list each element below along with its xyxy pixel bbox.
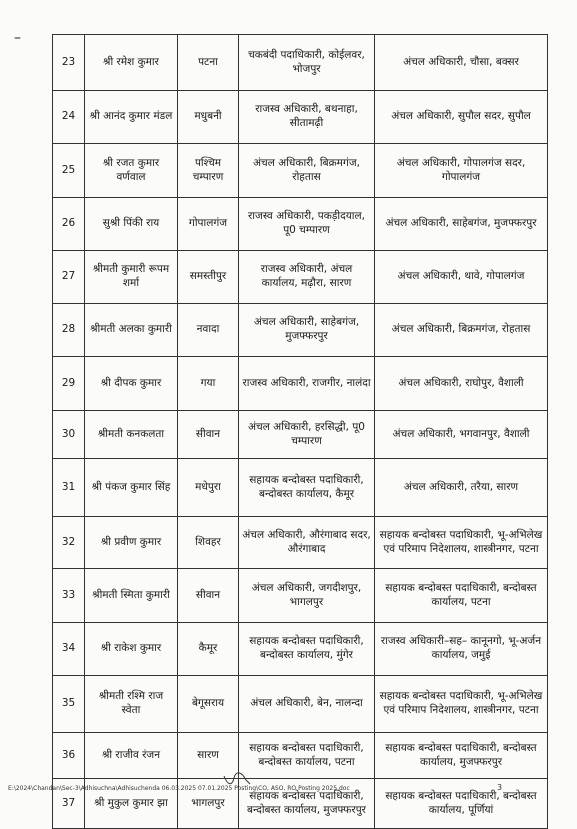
cell-current: चकबंदी पदाधिकारी, कोईलवर, भोजपुर [239,35,375,91]
cell-name: श्री राजीव रंजन [85,733,178,779]
cell-district: समस्तीपुर [178,251,239,304]
cell-no: 30 [53,411,85,459]
cell-name: श्री राकेश कुमार [85,623,178,676]
cell-new: सहायक बन्दोबस्त पदाधिकारी, भू-अभिलेख एवं परिमाप निदेशालय, शास्त्रीनगर, पटना [375,676,548,733]
cell-new: सहायक बन्दोबस्त पदाधिकारी, बन्दोबस्त कार्यालय, पटना [375,569,548,623]
cell-new: सहायक बन्दोबस्त पदाधिकारी, बन्दोबस्त कार्यालय, पूर्णियां [375,779,548,829]
cell-district: मधुबनी [178,91,239,144]
cell-no: 27 [53,251,85,304]
cell-district: शिवहर [178,517,239,569]
table-row [53,35,548,91]
cell-no: 32 [53,517,85,569]
cell-no: 37 [53,779,85,829]
cell-district: भागलपुर [178,779,239,829]
cell-current: राजस्व अधिकारी, राजगीर, नालंदा [239,357,375,411]
cell-current: सहायक बन्दोबस्त पदाधिकारी, बन्दोबस्त कार्यालय, कैमूर [239,459,375,517]
table-row [53,517,548,569]
table-row [53,91,548,144]
cell-name: श्रीमती स्मिता कुमारी [85,569,178,623]
cell-new: अंचल अधिकारी, राघोपुर, वैशाली [375,357,548,411]
cell-new: अंचल अधिकारी, चौसा, बक्सर [375,35,548,91]
cell-current: राजस्व अधिकारी, बथनाहा, सीतामढ़ी [239,91,375,144]
cell-district: पश्चिम चम्पारण [178,144,239,198]
cell-no: 29 [53,357,85,411]
table-row [53,676,548,733]
cell-no: 23 [53,35,85,91]
cell-district: कैमूर [178,623,239,676]
cell-current: अंचल अधिकारी, बेन, नालन्दा [239,676,375,733]
cell-new: सहायक बन्दोबस्त पदाधिकारी, बन्दोबस्त कार्यालय, मुजफ्फरपुर [375,733,548,779]
cell-current: राजस्व अधिकारी, पकड़ीदयाल, पू0 चम्पारण [239,198,375,251]
cell-name: श्री रजत कुमार वर्णवाल [85,144,178,198]
cell-new: अंचल अधिकारी, थावे, गोपालगंज [375,251,548,304]
cell-no: 26 [53,198,85,251]
cell-new: अंचल अधिकारी, साहेबगंज, मुजफ्फरपुर [375,198,548,251]
cell-current: राजस्व अधिकारी, अंचल कार्यालय, मढ़ौरा, सारण [239,251,375,304]
cell-name: सुश्री पिंकी राय [85,198,178,251]
cell-name: श्री दीपक कुमार [85,357,178,411]
cell-no: 35 [53,676,85,733]
table-row [53,459,548,517]
cell-district: मधेपुरा [178,459,239,517]
cell-name: श्रीमती रश्मि राज स्वेता [85,676,178,733]
table-row [53,357,548,411]
cell-new: अंचल अधिकारी, बिक्रमगंज, रोहतास [375,304,548,357]
cell-name: श्री मुकुल कुमार झा [85,779,178,829]
table-row [53,198,548,251]
cell-name: श्रीमती कुमारी रूपम शर्मा [85,251,178,304]
cell-district: बेगूसराय [178,676,239,733]
cell-current: सहायक बन्दोबस्त पदाधिकारी, बन्दोबस्त कार्यालय, मुजफ्फरपुर [239,779,375,829]
cell-no: 36 [53,733,85,779]
cell-new: सहायक बन्दोबस्त पदाधिकारी, भू-अभिलेख एवं परिमाप निदेशालय, शास्त्रीनगर, पटना [375,517,548,569]
cell-district: सारण [178,733,239,779]
cell-name: श्री पंकज कुमार सिंह [85,459,178,517]
cell-new: अंचल अधिकारी, सुपौल सदर, सुपौल [375,91,548,144]
margin-mark: – [14,30,21,46]
table-row [53,144,548,198]
cell-district: गोपालगंज [178,198,239,251]
cell-new: अंचल अधिकारी, तरैया, सारण [375,459,548,517]
cell-current: अंचल अधिकारी, साहेबगंज, मुजफ्फरपुर [239,304,375,357]
cell-district: सीवान [178,411,239,459]
cell-no: 34 [53,623,85,676]
cell-district: नवादा [178,304,239,357]
cell-current: अंचल अधिकारी, जगदीशपुर, भागलपुर [239,569,375,623]
cell-name: श्रीमती कनकलता [85,411,178,459]
signature-mark [222,772,252,786]
cell-district: गया [178,357,239,411]
cell-district: पटना [178,35,239,91]
cell-name: श्री रमेश कुमार [85,35,178,91]
table-row [53,623,548,676]
cell-name: श्री आनंद कुमार मंडल [85,91,178,144]
cell-new: राजस्व अधिकारी–सह– कानूनगो, भू-अर्जन कार्यालय, जमुई [375,623,548,676]
cell-no: 28 [53,304,85,357]
table-row [53,411,548,459]
table-row [53,569,548,623]
cell-district: सीवान [178,569,239,623]
cell-current: अंचल अधिकारी, बिक्रमगंज, रोहतास [239,144,375,198]
cell-current: अंचल अधिकारी, हरसिद्धी, पू0 चम्पारण [239,411,375,459]
cell-new: अंचल अधिकारी, गोपालगंज सदर, गोपालगंज [375,144,548,198]
cell-no: 31 [53,459,85,517]
cell-name: श्रीमती अलका कुमारी [85,304,178,357]
cell-no: 33 [53,569,85,623]
table-row [53,304,548,357]
table-row [53,733,548,779]
table-row [53,251,548,304]
cell-new: अंचल अधिकारी, भगवानपुर, वैशाली [375,411,548,459]
cell-no: 24 [53,91,85,144]
page-number: 3 [497,783,503,792]
cell-name: श्री प्रवीण कुमार [85,517,178,569]
cell-no: 25 [53,144,85,198]
cell-current: सहायक बन्दोबस्त पदाधिकारी, बन्दोबस्त कार्यालय, मुंगेर [239,623,375,676]
cell-current: अंचल अधिकारी, औरंगाबाद सदर, औरंगाबाद [239,517,375,569]
cell-current: सहायक बन्दोबस्त पदाधिकारी, बन्दोबस्त कार्यालय, पटना [239,733,375,779]
file-path-footer: E:\2024\Chandan\Sec-3\Adhisuchna\Adhisuchenda 06.03.2025 07.01.2025 Posting\CO, ASO, RO Posting 2025.doc [8,785,350,792]
posting-table [52,34,548,829]
